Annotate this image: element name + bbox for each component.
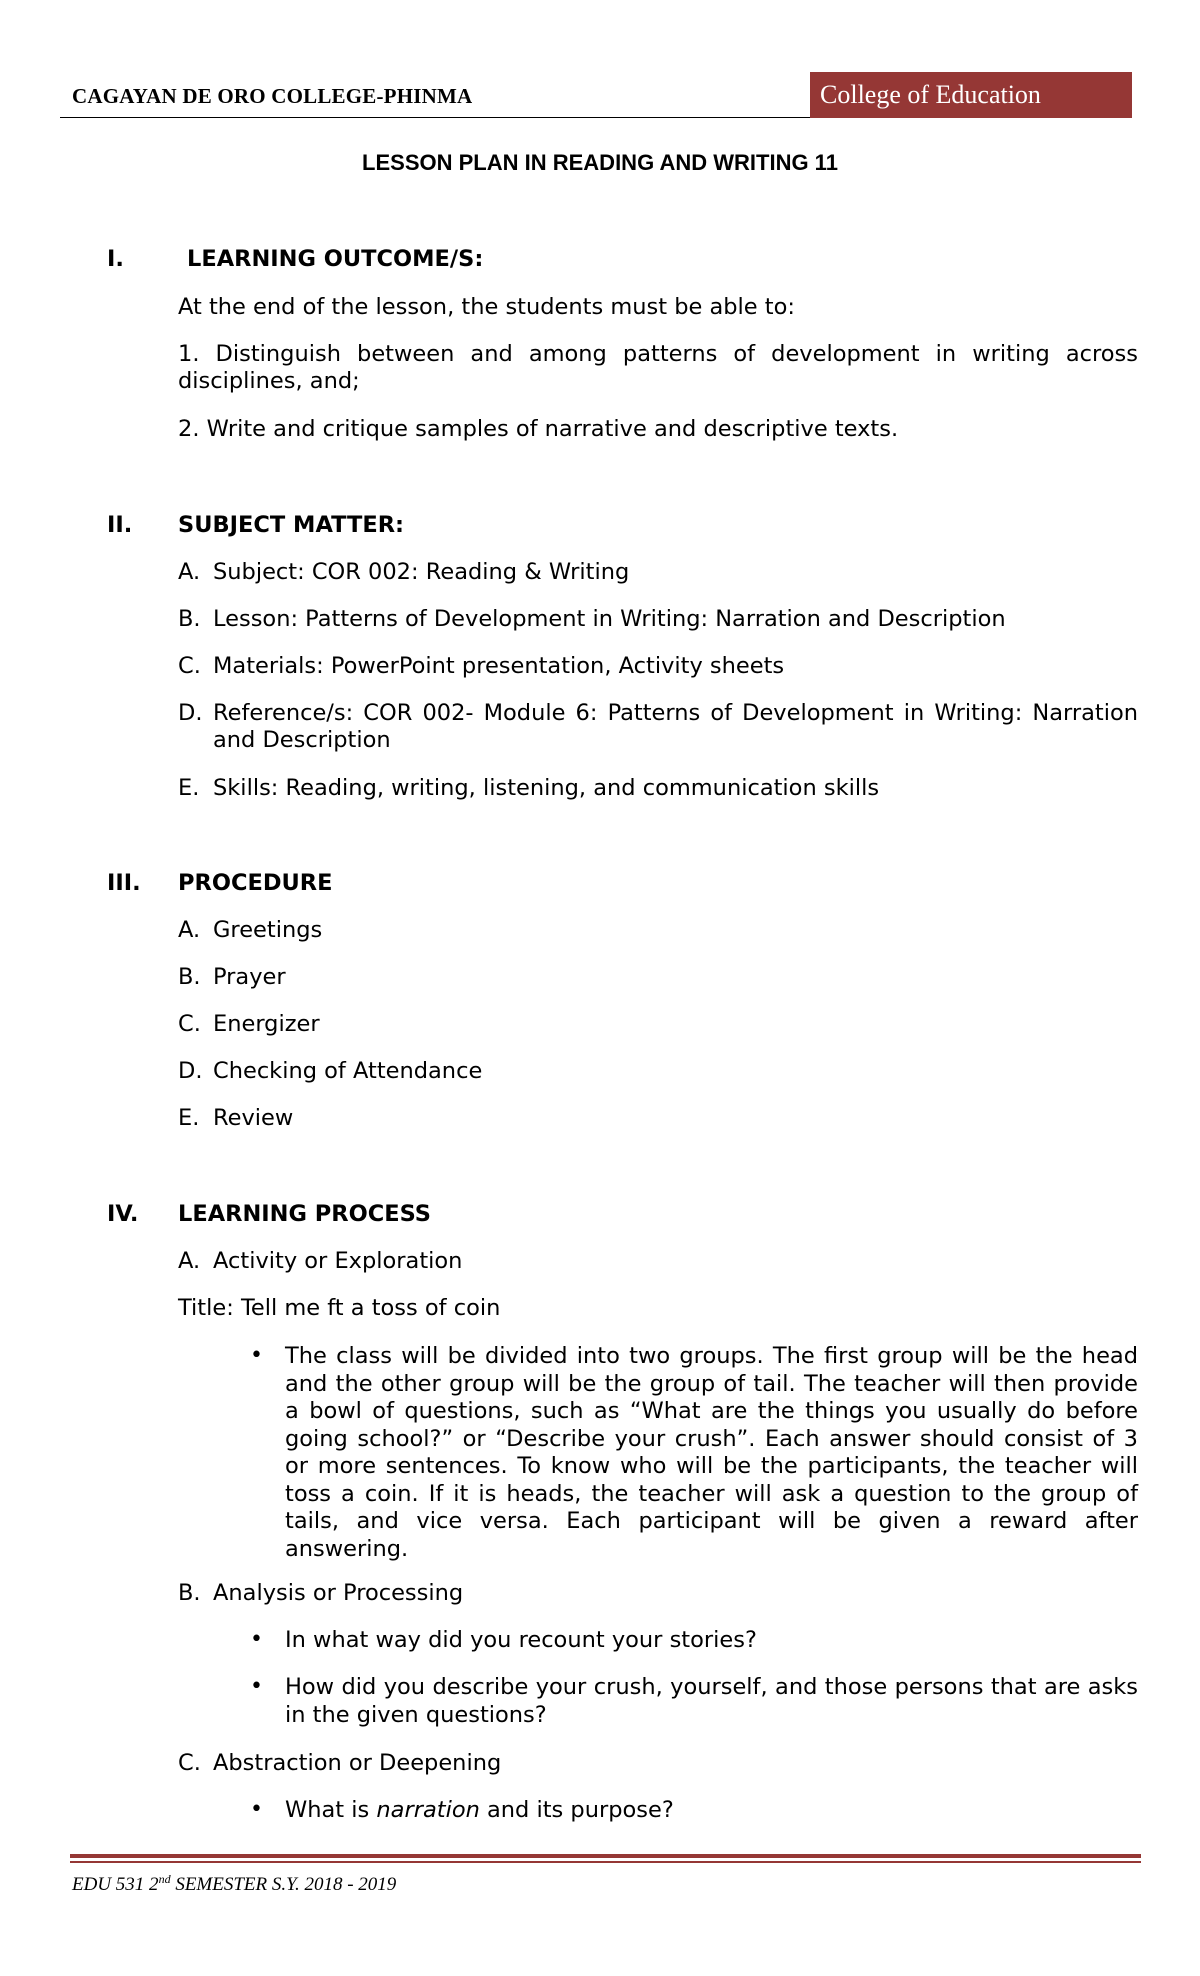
subject-matter-letter: C. bbox=[178, 653, 201, 679]
procedure-letter: C. bbox=[178, 1011, 201, 1037]
header-rule bbox=[60, 117, 822, 118]
learning-process-letter: C. bbox=[178, 1750, 201, 1776]
analysis-question: How did you describe your crush, yourself, and those persons that are asks in the given questions? bbox=[285, 1674, 1138, 1728]
section-3-number: III. bbox=[107, 870, 141, 896]
procedure-item: Review bbox=[213, 1105, 294, 1131]
bullet: • bbox=[250, 1627, 263, 1652]
document-title: LESSON PLAN IN READING AND WRITING 11 bbox=[362, 150, 838, 175]
section-1-intro: At the end of the lesson, the students must be able to: bbox=[178, 294, 795, 320]
section-4-heading: LEARNING PROCESS bbox=[178, 1201, 432, 1227]
question-emphasis: narration bbox=[376, 1797, 480, 1823]
footer-rule-thick bbox=[70, 1854, 1141, 1858]
learning-process-letter: A. bbox=[178, 1248, 201, 1274]
section-1-heading: LEARNING OUTCOME/S: bbox=[187, 246, 484, 272]
question-text: What is bbox=[285, 1797, 377, 1823]
section-1-outcome-2: 2. Write and critique samples of narrative and descriptive texts. bbox=[178, 416, 899, 442]
section-2-heading: SUBJECT MATTER: bbox=[178, 512, 405, 538]
footer-course: EDU 531 2 bbox=[72, 1874, 159, 1895]
section-4-number: IV. bbox=[107, 1201, 139, 1227]
subject-matter-item: Lesson: Patterns of Development in Writing: Narration and Description bbox=[213, 606, 1006, 632]
procedure-letter: D. bbox=[178, 1058, 203, 1084]
section-1-outcome-1: 1. Distinguish between and among patterns of development in writing across disciplines, and; bbox=[178, 341, 1138, 394]
footer-superscript: nd bbox=[158, 1872, 171, 1886]
learning-process-letter: B. bbox=[178, 1580, 201, 1606]
section-1-number: I. bbox=[107, 246, 124, 272]
footer-semester bbox=[72, 1872, 396, 1896]
section-2-number: II. bbox=[107, 512, 133, 538]
section-3-heading: PROCEDURE bbox=[178, 870, 333, 896]
analysis-question: In what way did you recount your stories? bbox=[285, 1627, 757, 1653]
footer-year: SEMESTER S.Y. 2018 - 2019 bbox=[170, 1874, 397, 1895]
procedure-item: Prayer bbox=[213, 964, 286, 990]
bullet: • bbox=[250, 1674, 263, 1699]
subject-matter-letter: D. bbox=[178, 700, 203, 726]
learning-process-item: Analysis or Processing bbox=[213, 1580, 464, 1606]
subject-matter-item: Reference/s: COR 002- Module 6: Patterns of Development in Writing: Narration and Description bbox=[213, 700, 1138, 753]
learning-process-item: Abstraction or Deepening bbox=[213, 1750, 502, 1776]
bullet: • bbox=[250, 1797, 263, 1822]
procedure-item: Energizer bbox=[213, 1011, 320, 1037]
subject-matter-letter: E. bbox=[178, 775, 200, 801]
procedure-letter: E. bbox=[178, 1105, 200, 1131]
footer-rule-thin bbox=[70, 1861, 1141, 1863]
subject-matter-item: Materials: PowerPoint presentation, Activity sheets bbox=[213, 653, 785, 679]
institution-name: CAGAYAN DE ORO COLLEGE-PHINMA bbox=[72, 84, 473, 108]
procedure-item: Greetings bbox=[213, 917, 323, 943]
activity-title: Title: Tell me ft a toss of coin bbox=[178, 1295, 501, 1321]
abstraction-question bbox=[285, 1797, 1138, 1825]
bullet: • bbox=[250, 1343, 263, 1368]
college-badge: College of Education bbox=[810, 72, 1132, 118]
learning-process-item: Activity or Exploration bbox=[213, 1248, 463, 1274]
subject-matter-item: Skills: Reading, writing, listening, and communication skills bbox=[213, 775, 880, 801]
subject-matter-letter: A. bbox=[178, 559, 201, 585]
subject-matter-item: Subject: COR 002: Reading & Writing bbox=[213, 559, 630, 585]
procedure-letter: B. bbox=[178, 964, 201, 990]
procedure-item: Checking of Attendance bbox=[213, 1058, 483, 1084]
activity-description: The class will be divided into two groups. The first group will be the head and the other group will be the group of tail. The teacher will then provide a bowl of questions, such as “What are the things you usually do before going school?” or “Describe your crush”. Each answer should consist of 3 or more sentences. To know who will be the participants, the teacher will toss a coin. If it is heads, the teacher will ask a question to the group of tails, and vice versa. Each participant will be given a reward after answering. bbox=[285, 1343, 1138, 1562]
question-text: and its purpose? bbox=[479, 1797, 674, 1823]
procedure-letter: A. bbox=[178, 917, 201, 943]
subject-matter-letter: B. bbox=[178, 606, 201, 632]
